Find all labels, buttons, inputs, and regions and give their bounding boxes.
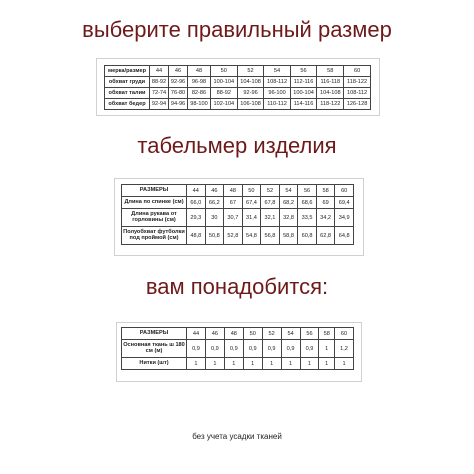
table-cell: 82-86	[188, 88, 211, 99]
table-row	[122, 197, 354, 209]
header-cell: 46	[205, 328, 224, 340]
table-cell: 1	[224, 358, 243, 370]
header-cell: 56	[298, 185, 317, 197]
header-cell: мерка/размер	[105, 66, 150, 77]
header-cell: РАЗМЕРЫ	[122, 185, 187, 197]
table-cell: 0,9	[224, 340, 243, 358]
table-cell: 108-112	[264, 77, 290, 88]
size-heading: выберите правильный размер	[82, 17, 392, 42]
table-cell: 108-112	[344, 88, 371, 99]
table-cell: 32,8	[279, 209, 298, 227]
table-cell: 64,8	[335, 227, 354, 245]
table-cell: 98-100	[188, 99, 211, 110]
table-cell: 96-100	[264, 88, 290, 99]
header-cell: 54	[264, 66, 290, 77]
header-cell: 44	[187, 185, 206, 197]
table-cell: 56,8	[261, 227, 280, 245]
table-cell: 100-104	[210, 77, 237, 88]
table-row	[122, 227, 354, 245]
garment-table	[121, 184, 354, 245]
table-cell: 31,4	[242, 209, 261, 227]
table-cell: 29,3	[187, 209, 206, 227]
table-row	[105, 77, 371, 88]
table-cell: 54,8	[242, 227, 261, 245]
table-row	[122, 358, 354, 370]
size-table	[104, 65, 371, 110]
header-cell: 54	[279, 185, 298, 197]
row-label: Основная ткань ш 180 см (м)	[122, 340, 187, 358]
table-cell: 92-96	[169, 77, 188, 88]
table-cell: 33,5	[298, 209, 317, 227]
table-cell: 48,8	[187, 227, 206, 245]
header-cell: 44	[187, 328, 206, 340]
table-cell: 67,8	[261, 197, 280, 209]
header-cell: 60	[335, 185, 354, 197]
header-cell: 46	[205, 185, 224, 197]
table-cell: 88-92	[150, 77, 169, 88]
table-cell: 32,1	[261, 209, 280, 227]
table-cell: 94-96	[169, 99, 188, 110]
table-cell: 62,8	[316, 227, 335, 245]
table-row	[122, 209, 354, 227]
header-cell: 58	[317, 66, 344, 77]
table-cell: 100-104	[290, 88, 317, 99]
header-cell: 50	[243, 328, 262, 340]
table-cell: 69,4	[335, 197, 354, 209]
table-cell: 52,8	[224, 227, 243, 245]
table-header-row	[122, 328, 354, 340]
table-cell: 1	[335, 358, 354, 370]
header-cell: 48	[224, 328, 243, 340]
table-cell: 1	[281, 358, 300, 370]
header-cell: 50	[242, 185, 261, 197]
table-cell: 1	[319, 358, 335, 370]
table-cell: 104-108	[317, 88, 344, 99]
table-cell: 0,9	[300, 340, 319, 358]
table-cell: 0,9	[205, 340, 224, 358]
table-cell: 30	[205, 209, 224, 227]
table-cell: 92-96	[237, 88, 264, 99]
table-cell: 68,2	[279, 197, 298, 209]
table-cell: 102-104	[210, 99, 237, 110]
table-cell: 50,8	[205, 227, 224, 245]
table-cell: 67	[224, 197, 243, 209]
row-label: обхват груди	[105, 77, 150, 88]
footnote: без учета усадки тканей	[192, 432, 282, 441]
garment-heading: табельмер изделия	[137, 133, 337, 158]
table-cell: 0,9	[262, 340, 281, 358]
table-cell: 34,9	[335, 209, 354, 227]
table-cell: 1	[187, 358, 206, 370]
table-cell: 68,6	[298, 197, 317, 209]
table-cell: 1	[300, 358, 319, 370]
table-cell: 106-108	[237, 99, 264, 110]
table-row	[105, 99, 371, 110]
table-header-row	[105, 66, 371, 77]
table-cell: 66,0	[187, 197, 206, 209]
header-cell: 54	[281, 328, 300, 340]
table-cell: 1,2	[335, 340, 354, 358]
table-row	[122, 340, 354, 358]
header-cell: 46	[169, 66, 188, 77]
row-label: Длина по спинке (см)	[122, 197, 187, 209]
header-cell: 48	[224, 185, 243, 197]
header-cell: 48	[188, 66, 211, 77]
table-row	[105, 88, 371, 99]
table-cell: 67,4	[242, 197, 261, 209]
table-cell: 66,2	[205, 197, 224, 209]
row-label: Полуобхват футболки под проймой (см)	[122, 227, 187, 245]
table-cell: 0,9	[243, 340, 262, 358]
materials-heading: вам понадобится:	[145, 274, 329, 299]
table-cell: 72-74	[150, 88, 169, 99]
header-cell: 56	[290, 66, 317, 77]
table-cell: 104-108	[237, 77, 264, 88]
table-cell: 110-112	[264, 99, 290, 110]
header-cell: 60	[335, 328, 354, 340]
table-cell: 30,7	[224, 209, 243, 227]
row-label: Нитки (шт)	[122, 358, 187, 370]
table-cell: 92-94	[150, 99, 169, 110]
table-cell: 88-92	[210, 88, 237, 99]
header-cell: 52	[237, 66, 264, 77]
table-cell: 118-122	[344, 77, 371, 88]
table-cell: 34,2	[316, 209, 335, 227]
header-cell: 44	[150, 66, 169, 77]
table-cell: 126-128	[344, 99, 371, 110]
table-header-row	[122, 185, 354, 197]
row-label: обхват бедер	[105, 99, 150, 110]
table-cell: 76-80	[169, 88, 188, 99]
table-cell: 60,8	[298, 227, 317, 245]
table-cell: 58,8	[279, 227, 298, 245]
row-label: Длина рукава от горловины (см)	[122, 209, 187, 227]
header-cell: 50	[210, 66, 237, 77]
table-cell: 1	[243, 358, 262, 370]
header-cell: 58	[319, 328, 335, 340]
header-cell: РАЗМЕРЫ	[122, 328, 187, 340]
table-cell: 112-116	[290, 77, 317, 88]
table-cell: 114-116	[290, 99, 317, 110]
table-cell: 1	[262, 358, 281, 370]
table-cell: 116-118	[317, 77, 344, 88]
header-cell: 52	[262, 328, 281, 340]
header-cell: 52	[261, 185, 280, 197]
row-label: обхват талии	[105, 88, 150, 99]
table-cell: 118-122	[317, 99, 344, 110]
materials-table	[121, 327, 354, 370]
table-cell: 96-98	[188, 77, 211, 88]
table-cell: 1	[205, 358, 224, 370]
table-cell: 0,9	[187, 340, 206, 358]
table-cell: 0,9	[281, 340, 300, 358]
header-cell: 58	[316, 185, 335, 197]
table-cell: 69	[316, 197, 335, 209]
table-cell: 1	[319, 340, 335, 358]
header-cell: 60	[344, 66, 371, 77]
header-cell: 56	[300, 328, 319, 340]
